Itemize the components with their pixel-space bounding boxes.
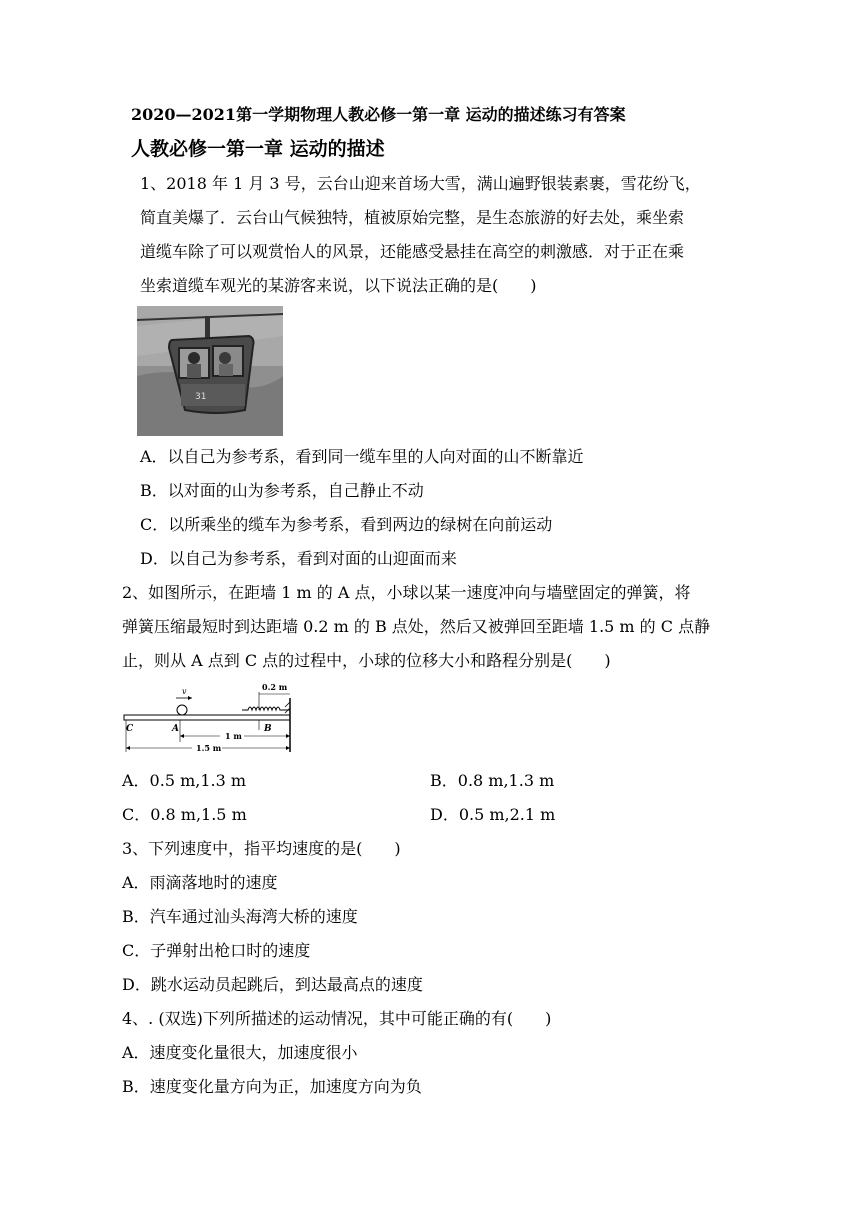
q1-line-1: 1、2018 年 1 月 3 号，云台山迎来首场大雪，满山遍野银装素裹，雪花纷飞， (140, 174, 701, 193)
q1-line-4: 坐索道缆车观光的某游客来说，以下说法正确的是( ) (140, 276, 537, 295)
dim-0.2m: 0.2 m (262, 682, 288, 692)
dim-1m: 1 m (225, 731, 242, 741)
q1-option-c: C．以所乘坐的缆车为参考系，看到两边的绿树在向前运动 (140, 515, 553, 534)
q2-option-b: B．0.8 m,1.3 m (430, 771, 555, 790)
q4-option-b: B．速度变化量方向为正，加速度方向为负 (122, 1077, 422, 1096)
cable-car-number: 31 (195, 392, 207, 402)
q2-line-3: 止，则从 A 点到 C 点的过程中，小球的位移大小和路程分别是( ) (122, 651, 611, 670)
spring-diagram (122, 680, 294, 758)
q2-option-d: D．0.5 m,2.1 m (430, 805, 556, 824)
q1-option-a: A．以自己为参考系，看到同一缆车里的人向对面的山不断靠近 (140, 447, 584, 466)
q3-option-d: D．跳水运动员起跳后，到达最高点的速度 (122, 975, 423, 994)
velocity-label: v (182, 687, 187, 696)
q2-line-1: 2、如图所示，在距墙 1 m 的 A 点，小球以某一速度冲向与墙壁固定的弹簧，将 (122, 583, 691, 602)
q4-stem: 4、. (双选)下列所描述的运动情况，其中可能正确的有( ) (122, 1009, 552, 1028)
q1-line-3: 道缆车除了可以观赏怡人的风景，还能感受悬挂在高空的刺激感．对于正在乘 (140, 242, 685, 261)
cable-car-photo (137, 306, 283, 436)
dim-1.5m: 1.5 m (196, 743, 222, 753)
q3-option-c: C．子弹射出枪口时的速度 (122, 941, 311, 960)
point-c: C (126, 724, 134, 734)
q3-option-a: A．雨滴落地时的速度 (122, 873, 278, 892)
q3-stem: 3、下列速度中，指平均速度的是( ) (122, 839, 401, 858)
q1-option-d: D．以自己为参考系，看到对面的山迎面而来 (140, 549, 457, 568)
q2-option-a: A．0.5 m,1.3 m (122, 771, 247, 790)
q3-option-b: B．汽车通过汕头海湾大桥的速度 (122, 907, 358, 926)
q2-line-2: 弹簧压缩最短时到达距墙 0.2 m 的 B 点处，然后又被弹回至距墙 1.5 m 的 C 点静 (122, 617, 711, 636)
document-title: 2020—2021第一学期物理人教必修一第一章 运动的描述练习有答案 (131, 105, 626, 124)
q1-line-2: 简直美爆了．云台山气候独特，植被原始完整，是生态旅游的好去处，乘坐索 (140, 208, 685, 227)
q4-option-a: A．速度变化量很大，加速度很小 (122, 1043, 358, 1062)
q2-option-c: C．0.8 m,1.5 m (122, 805, 247, 824)
q1-option-b: B．以对面的山为参考系，自己静止不动 (140, 481, 424, 500)
point-a: A (172, 724, 179, 734)
section-title: 人教必修一第一章 运动的描述 (131, 138, 385, 160)
point-b: B (264, 724, 272, 734)
